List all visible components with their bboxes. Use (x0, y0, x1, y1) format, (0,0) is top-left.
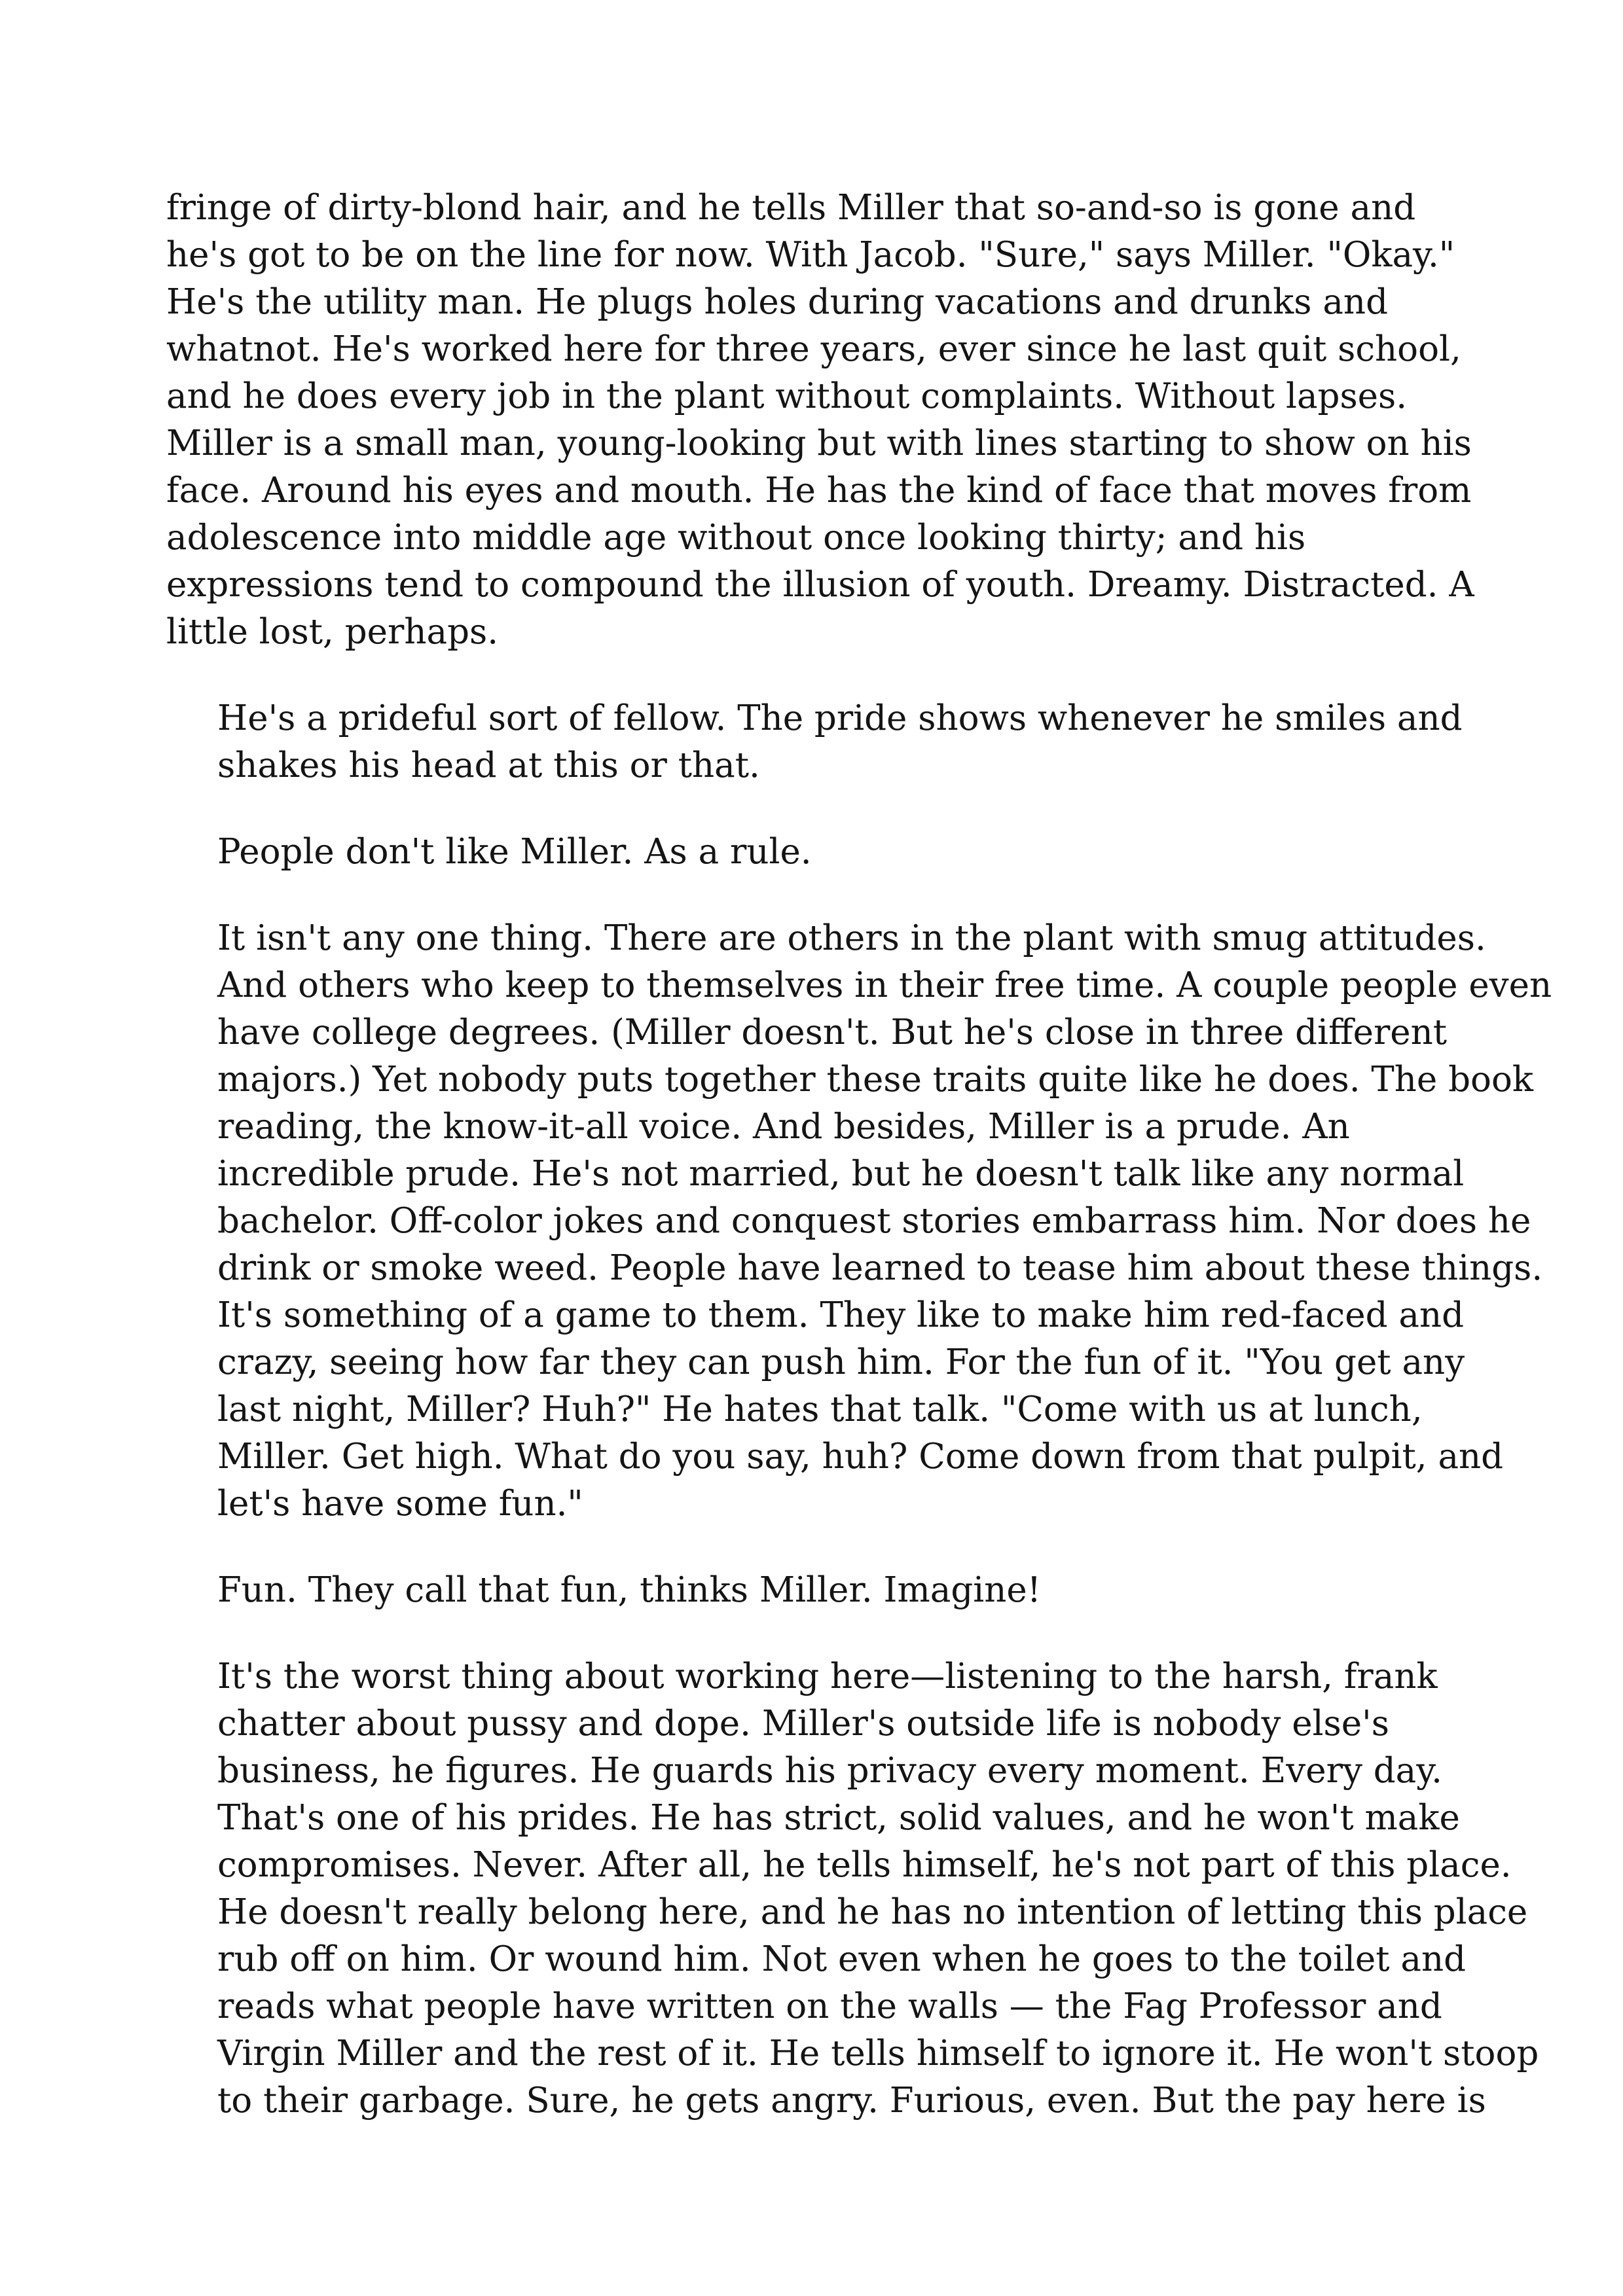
text-line: bachelor. Off-color jokes and conquest stories embarrass him. Nor does he (217, 1201, 1531, 1241)
text-line: rub off on him. Or wound him. Not even when he goes to the toilet and (217, 1939, 1467, 1979)
text-line: People don't like Miller. As a rule. (217, 832, 812, 872)
paragraph (166, 185, 1474, 656)
text-line: drink or smoke weed. People have learned to tease him about these things. (217, 1248, 1543, 1288)
text-line: and he does every job in the plant without complaints. Without lapses. (166, 376, 1408, 416)
text-line: little lost, perhaps. (166, 612, 499, 652)
body-text (166, 185, 1552, 2164)
text-line: he's got to be on the line for now. With Jacob. "Sure," says Miller. "Okay." (166, 235, 1455, 275)
text-line: And others who keep to themselves in their free time. A couple people even (217, 965, 1552, 1005)
text-line: face. Around his eyes and mouth. He has the kind of face that moves from (166, 471, 1472, 511)
paragraph (166, 1567, 1469, 1614)
text-line: Fun. They call that fun, thinks Miller. Imagine! (217, 1570, 1041, 1610)
text-line: last night, Miller? Huh?" He hates that talk. "Come with us at lunch, (217, 1390, 1423, 1429)
text-line: business, he figures. He guards his privacy every moment. Every day. (217, 1751, 1443, 1791)
text-line: let's have some fun." (217, 1484, 583, 1524)
text-line: to their garbage. Sure, he gets angry. Furious, even. But the pay here is (217, 2081, 1486, 2121)
text-line: It's the worst thing about working here—listening to the harsh, frank (217, 1657, 1438, 1696)
text-line: reads what people have written on the walls — the Fag Professor and (217, 1986, 1442, 2026)
text-line: whatnot. He's worked here for three years, ever since he last quit school, (166, 329, 1461, 369)
text-line: Virgin Miller and the rest of it. He tells himself to ignore it. He won't stoop (217, 2034, 1539, 2073)
text-line: It's something of a game to them. They like to make him red-faced and (217, 1295, 1465, 1335)
text-line: incredible prude. He's not married, but he doesn't talk like any normal (217, 1154, 1465, 1194)
text-line: reading, the know-it-all voice. And besides, Miller is a prude. An (217, 1107, 1350, 1147)
text-line: It isn't any one thing. There are others in the plant with smug attitudes. (217, 918, 1486, 958)
text-line: expressions tend to compound the illusion of youth. Dreamy. Distracted. A (166, 565, 1474, 605)
text-line: Miller is a small man, young-looking but with lines starting to show on his (166, 423, 1472, 463)
text-line: He doesn't really belong here, and he has no intention of letting this place (217, 1892, 1528, 1932)
text-line: Miller. Get high. What do you say, huh? Come down from that pulpit, and (217, 1437, 1504, 1477)
paragraph (166, 1653, 1539, 2125)
text-line: compromises. Never. After all, he tells himself, he's not part of this place. (217, 1845, 1512, 1885)
text-line: shakes his head at this or that. (217, 745, 760, 785)
text-line: fringe of dirty-blond hair, and he tells Miller that so-and-so is gone and (166, 188, 1416, 228)
text-line: He's the utility man. He plugs holes during vacations and drunks and (166, 282, 1388, 322)
text-line: adolescence into middle age without once looking thirty; and his (166, 518, 1306, 558)
text-line: chatter about pussy and dope. Miller's outside life is nobody else's (217, 1704, 1389, 1744)
text-line: have college degrees. (Miller doesn't. But he's close in three different (217, 1013, 1448, 1052)
text-line: crazy, seeing how far they can push him. For the fun of it. "You get any (217, 1342, 1465, 1382)
text-line: majors.) Yet nobody puts together these traits quite like he does. The book (217, 1060, 1533, 1100)
text-line: He's a prideful sort of fellow. The pride shows whenever he smiles and (217, 698, 1463, 738)
paragraph (166, 695, 1469, 789)
paragraph (166, 829, 1469, 876)
paragraph (166, 915, 1552, 1528)
text-line: That's one of his prides. He has strict, solid values, and he won't make (217, 1798, 1460, 1838)
